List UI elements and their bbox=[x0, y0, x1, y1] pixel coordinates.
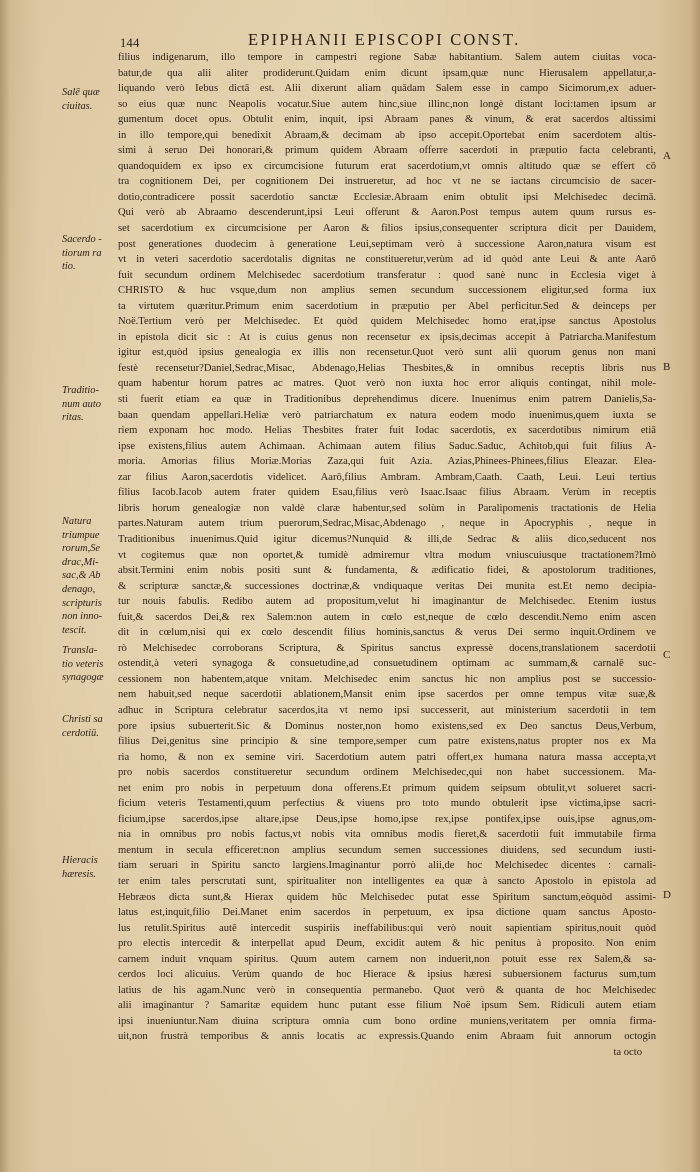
text-line: lus retulit.Spiritus autē intercedit suspiriis ineffabilibus:qui verò nouit sapientiam spiritus,nouit quòd bbox=[118, 922, 656, 934]
text-line: Noë.Tertium verò per Melchisedec. Et quòd quidem Melchisedec homo erat,ipse sanctus Apostolus bbox=[118, 316, 656, 328]
text-line: batur,de qua alii aliter prodiderunt.Quidam enim dicunt ipsam,quæ nunc Hierusalem appellatur,a- bbox=[118, 67, 656, 79]
page-header bbox=[0, 22, 700, 48]
text-line: cerdos loci alicuius. Verùm quando de hoc Hierace & ipsius hæresi subuersionem facturus sum,tum bbox=[118, 969, 656, 981]
text-line: nem habuit,sed neque sacerdotii ablationem,Mansit enim ipse sacerdos per omne tempus vitæ suæ,& bbox=[118, 689, 656, 701]
text-line: mentum in secula efficeret:non amplius secundum semen successiones diuidens, sed secundum iusti- bbox=[118, 844, 656, 856]
margin-note: Hieracis hæresis. bbox=[62, 855, 98, 880]
margin-note: Sacerdo - tiorum ra tio. bbox=[62, 234, 102, 273]
text-line: post generationes duodecim à generatione Leui,septimam verò à successione Aaron,natura visum est bbox=[118, 238, 656, 250]
text-line: vt in veteri sacerdotio sacerdotalis dignitas ne constitueretur,verùm ad id quòd ante Leui & ante Aarō bbox=[118, 254, 656, 266]
text-line: rò Melchisedec corroborans Scriptura, & Spiritus sanctus expressè docens,translationem sacerdotii bbox=[118, 642, 656, 654]
text-line: so eius quæ nunc Neapolis vocatur.Siue autem hinc,siue illinc,non longè distant loci:tamen ipsum ar bbox=[118, 98, 656, 110]
text-line: ria homo, & non ex semine viri. Sacerdotium autem patri offert,ex humana natura massa accepta,vt bbox=[118, 751, 656, 763]
text-line: pro electis intercedit & interpellat apud Deum, excidit autem & hic penitus à proposito. Non enim bbox=[118, 938, 656, 950]
running-title: EPIPHANII EPISCOPI CONST. bbox=[248, 30, 521, 49]
text-line: ipsi inueniuntur.Nam diuina scriptura omnia cum bono ordine muniens,veritatem per omnia firma- bbox=[118, 1015, 656, 1027]
text-line: nia in omnibus pro nobis factus,vt nobis vita omnibus modis fieret,& sacerdotii fuit immutabile firma bbox=[118, 829, 656, 841]
text-line: set sacerdotium ex circumcisione per Aaron & filios ipsius,consequenter scriptura dicit per Dauidem, bbox=[118, 223, 656, 235]
text-line: latius de his agam.Nunc verò in consequentia permanebo. Quot verò & quanta de hoc Melchisedec bbox=[118, 984, 656, 996]
text-line: tra cognitionem Dei, per cognitionem Dei instrueretur, ad hoc vt ne se iactans circumcisio de sacer- bbox=[118, 176, 656, 188]
text-line: sti fuerit etiam ea quæ in Traditionibus deprehendimus dicere. Inuenimus enim patrem Danielis,Sa- bbox=[118, 394, 656, 406]
margin-section-letter: B bbox=[663, 361, 671, 373]
page-gutter-shadow bbox=[0, 0, 10, 1172]
margin-note: Traditio- num auto ritas. bbox=[62, 385, 101, 424]
text-line: ficium veteris Testamenti,quum perfectius & viuens pro toto mundo obtulerit ipse victima,ipse sacri- bbox=[118, 798, 656, 810]
text-line: net enim pro nobis in perpetuum dona offerens.Et primum quidem seipsum obtulit,vt solueret sacri- bbox=[118, 782, 656, 794]
margin-note: Natura triumpue rorum,Se drac,Mi- sac,& Ab denago, scripturis non inno- tescit. bbox=[62, 516, 103, 636]
text-line: dotio,contradicere possit sacerdotio sanctæ Ecclesiæ.Abraam enim obtulit ipsi Melchisedec decimā. bbox=[118, 191, 656, 203]
text-line: CHRISTO & huc vsque,dum non amplius semen secundum successionem eligitur,sed forma iux bbox=[118, 285, 656, 297]
text-line: zar filius Aaron,sacerdotis videlicet. Aarō,filius Ambram. Ambram,Caath. Caath, Leui. Leui tertius bbox=[118, 471, 656, 483]
margin-section-letter: C bbox=[663, 649, 671, 661]
text-line: Hebræos dicta sunt,& Hierax quidem hūc Melchisedec putat esse Spiritum sanctum,eòquòd assimi- bbox=[118, 891, 656, 903]
text-line: riem exponam hoc modo. Helias Thesbites frater fuit Iodac sacerdotis, ex sacerdotibus nimirum etiā bbox=[118, 425, 656, 437]
text-line: dit in cœlum,nisi qui ex cœlo descendit filius hominis,sanctus & verus Dei sermo inquit.Ordinem ve bbox=[118, 627, 656, 639]
text-line: festè recensetur?Daniel,Sedrac,Misac, Abdenago,Helias Thesbites,& in omnibus receptis libris nus bbox=[118, 362, 656, 374]
text-line: ta virtutem quæritur.Primum enim sacerdotium in præputio per Abel perficitur.Sed & deinceps per bbox=[118, 300, 656, 312]
text-line: libris horum genealogiæ non valdè claræ habentur,sed solùm in Paralipomenis tractationis de Helia bbox=[118, 502, 656, 514]
text-line: liquando verò Iebus dictā est. Alii dixerunt aliam quādam Salem esse in campo Sicimorum,ex aduer- bbox=[118, 83, 656, 95]
text-line: Qui verò ab Abraamo descenderunt,ipsi Leui offerunt & Aaron.Post tempus autem quum rursus es- bbox=[118, 207, 656, 219]
text-line: pro nobis sacerdos constitueretur secundum ordinem Melchisedec,qui non habet successionem. Ma- bbox=[118, 767, 656, 779]
text-line: uit,non frustrà temporibus & annis locatis ac expressis.Quando enim Abraam fuit annorum octogin bbox=[118, 1031, 656, 1043]
text-line: baan quendam appellari.Heliæ verò patriarchatum ex natura eodem modo inuenimus,quem iuxta se bbox=[118, 409, 656, 421]
text-line: ficium,ipse sacerdos,ipse altare,ipse Deus,ipse homo,ipse rex,ipse pontifex,ipse ouis,ipse agnus,om- bbox=[118, 813, 656, 825]
margin-note: Christi sa cerdotiū. bbox=[62, 714, 103, 739]
text-line: filius Iacob.Iacob autem frater quidem Esau,filius verò Isaac.Isaac filius Abraam. Verùm in receptis bbox=[118, 487, 656, 499]
text-line: simi à seruo Dei honorari,& primum quidem Abraam offerre sacerdoti in præputio facta celebranti, bbox=[118, 145, 656, 157]
text-line: igitur est,quòd ipsius genealogia ex illis non recensetur.Quot verò sunt alii quorum genus non mani bbox=[118, 347, 656, 359]
text-line: filius Dei,genitus sine principio & sine tempore,semper cum patre existens,natus propter nos ex Ma bbox=[118, 736, 656, 748]
text-line: ta octo bbox=[613, 1047, 642, 1058]
text-line: in epistola dicit sic : At is cuius genus non recensetur ex ipsis,decimas accepit à Patriarcha.Manifestum bbox=[118, 331, 656, 343]
text-line: quam habentur horum patres ac matres. Quot verò non iuxta hoc error aliquis contingat, nihil mole- bbox=[118, 378, 656, 390]
text-line: carnem induit vnquam spiritus. Quum autem carnem non induerit,non potuit esse rex Salem,& sa- bbox=[118, 953, 656, 965]
text-line: moria. Amorias filius Moriæ.Morias Zaza,qui fuit Azia. Azias,Phinees-Phinees,filius Eleazar. Elea- bbox=[118, 456, 656, 468]
text-line: & scripturæ sanctæ,& successiones doctrinæ,& vndiquaque veritas Dei munita est.Et nemo decipia- bbox=[118, 580, 656, 592]
text-line: ipse existens,filius autem Achimaan. Achimaan autem filius Saduc.Saduc, Achitob,qui fuit filius A- bbox=[118, 440, 656, 452]
text-line: Traditionibus inuenimus.Quid igitur dicemus?Nunquid & illi,de Sedrac & aliis dico,seducent nos bbox=[118, 533, 656, 545]
text-line: in illo tempore,qui benedixit Abraam,& decimam ab ipso accepit.Oportebat enim sacerdotem altis- bbox=[118, 129, 656, 141]
margin-note: Salē quæ ciuitas. bbox=[62, 87, 100, 112]
text-line: vt cogitemus quæ non oportet,& tumidè admiremur vltra modum vniuscuiusque tractationem?Imò bbox=[118, 549, 656, 561]
margin-section-letter: A bbox=[663, 150, 671, 162]
page-number: 144 bbox=[120, 36, 140, 50]
page-edge-shadow bbox=[690, 0, 700, 1172]
text-line: ter enim tales perscrutati sunt, spiritualiter non intelligentes ea quæ à sancto Apostolo in epistola ad bbox=[118, 875, 656, 887]
text-line: filius indigenarum, illo tempore in campestri regione Sabæ habitantium. Salem autem ciuitas voca- bbox=[118, 52, 656, 63]
text-line: partes.Naturam autem trium puerorum,Sedrac,Misac,Abdenago , neque in Apocryphis , neque in bbox=[118, 518, 656, 530]
text-line: fuit secundum ordinem Melchisedec sacerdotium transferatur : quod sanè nunc in Ecclesia viget à bbox=[118, 269, 656, 281]
text-line: cessionem non habentem,atque vnitam. Melchisedec enim sanctus hic non amplius post se successio- bbox=[118, 673, 656, 685]
text-line: fuit,& sacerdos Dei,& rex Salem:non autem in cœlo est,neque de cœlo descendit.Nemo enim ascen bbox=[118, 611, 656, 623]
text-line: pore ipsius subuerterit.Sic & Dominus noster,non homo existens,sed ex Deo sanctus Deus,Verbum, bbox=[118, 720, 656, 732]
text-line: gumentum docet opus. Obtulit enim, inquit, ipsi Abraam panes & vinum, & erat sacerdos altissimi bbox=[118, 114, 656, 126]
text-line: ostendit,à veteri synagoga & consuetudine,ad consuetudinem optimam ac summam,& carnalē suc- bbox=[118, 658, 656, 670]
text-line: alii imaginantur ? Samaritæ equidem hunc putant esse filium Noë ipsum Sem. Ridiculi autem etiam bbox=[118, 1000, 656, 1012]
body-text bbox=[118, 50, 656, 1061]
text-line: latus est,inquit,filio Dei.Manet enim sacerdos in perpetuum, ex ipsa dictione quam sanctus Aposto- bbox=[118, 907, 656, 919]
text-line: quandoquidem ex ipso ex circumcisione futurum erat sacerdotium,vt omnis altitudo quæ se effert cō bbox=[118, 160, 656, 172]
text-line: tur nouis fabulis. Redibo autem ad propositum,velut hi imaginantur de Melchisedec. Etenim iustus bbox=[118, 596, 656, 608]
text-line: absit.Termini enim nobis positi sunt & fundamenta, & ædificatio fidei, & apostolorum traditiones, bbox=[118, 565, 656, 577]
margin-note: Transla- tio veteris synagogæ bbox=[62, 645, 104, 684]
margin-section-letter: D bbox=[663, 889, 671, 901]
text-line: adhuc in Scriptura celebratur sacerdos,ita vt nemo ipsi successerit, aut ministerium sacerdotii in tem bbox=[118, 704, 656, 716]
text-line: tiam seruari in Spiritu sancto largiens.Imaginantur porrò alii,de hoc Melchisedec dicentes : carnali- bbox=[118, 860, 656, 872]
